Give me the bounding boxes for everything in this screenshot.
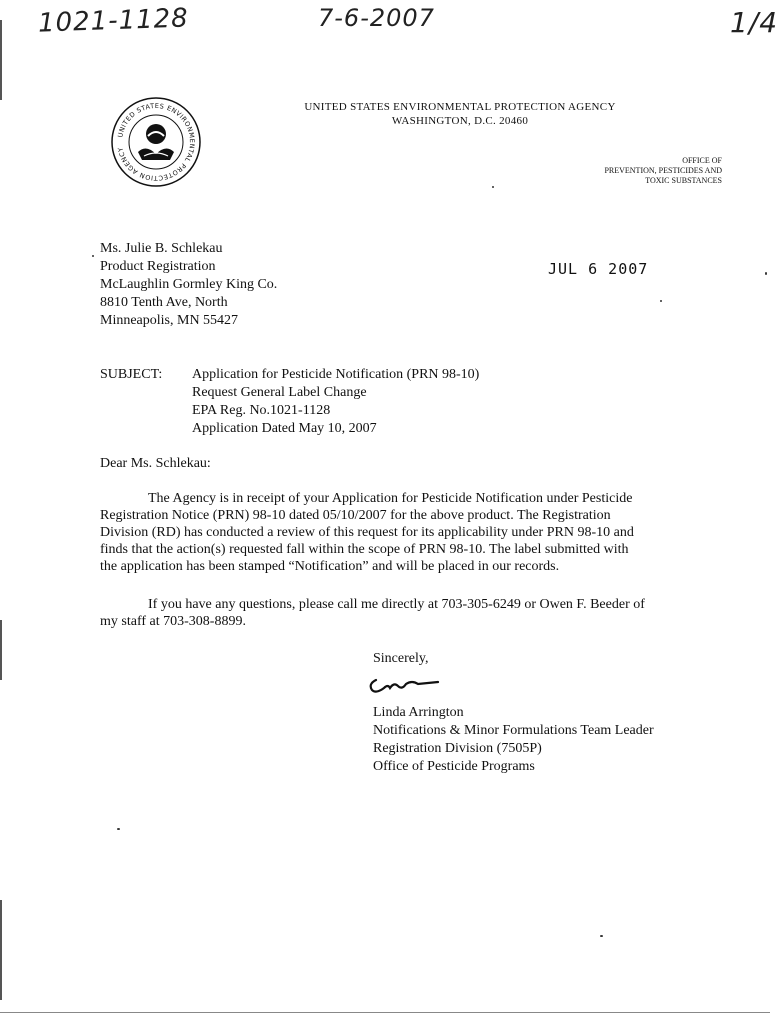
scan-speck bbox=[660, 300, 662, 302]
scan-edge-mark bbox=[0, 620, 2, 680]
salutation: Dear Ms. Schlekau: bbox=[100, 456, 211, 471]
paragraph-line: If you have any questions, please call me directly at 703-305-6249 or Owen F. Beeder of bbox=[148, 597, 645, 612]
scan-speck bbox=[117, 828, 120, 830]
svg-text:UNITED STATES ENVIRONMENTAL PR: UNITED STATES ENVIRONMENTAL PROTECTION AGENCY bbox=[116, 101, 197, 183]
signer-name: Linda Arrington bbox=[373, 705, 464, 720]
scan-edge-mark bbox=[0, 20, 2, 100]
scan-speck bbox=[92, 255, 94, 257]
agency-name: UNITED STATES ENVIRONMENTAL PROTECTION AGENCY bbox=[304, 101, 616, 113]
handwritten-date: 7-6-2007 bbox=[318, 4, 435, 32]
paragraph-line: the application has been stamped “Notification” and will be placed in our records. bbox=[100, 559, 560, 574]
signer-office: Office of Pesticide Programs bbox=[373, 759, 535, 774]
recipient-company: McLaughlin Gormley King Co. bbox=[100, 277, 278, 292]
date-stamp: JUL 6 2007 bbox=[548, 260, 649, 278]
agency-address: WASHINGTON, D.C. 20460 bbox=[391, 115, 529, 127]
office-line: TOXIC SUBSTANCES bbox=[645, 176, 722, 185]
office-line: OFFICE OF bbox=[682, 156, 722, 165]
recipient-street: 8810 Tenth Ave, North bbox=[100, 295, 228, 310]
paragraph-line: The Agency is in receipt of your Application for Pesticide Notification under Pesticide bbox=[148, 491, 633, 506]
handwritten-page-number: 1/4 bbox=[730, 6, 778, 39]
subject-line: Request General Label Change bbox=[192, 385, 367, 400]
handwritten-signature bbox=[366, 672, 442, 696]
closing: Sincerely, bbox=[373, 651, 429, 666]
scan-edge-mark bbox=[0, 900, 2, 1000]
scan-speck bbox=[492, 186, 494, 188]
signer-title: Notifications & Minor Formulations Team Leader bbox=[373, 723, 654, 738]
body-paragraph-1 bbox=[100, 490, 690, 575]
subject-line: Application for Pesticide Notification (PRN 98-10) bbox=[192, 367, 480, 382]
recipient-city: Minneapolis, MN 55427 bbox=[100, 313, 239, 328]
paragraph-line: my staff at 703-308-8899. bbox=[100, 614, 246, 629]
subject-line: EPA Reg. No.1021-1128 bbox=[192, 403, 331, 418]
paragraph-line: Division (RD) has conducted a review of this request for its applicability under PRN 98-10 and bbox=[100, 525, 634, 540]
epa-seal-logo bbox=[110, 96, 202, 188]
body-paragraph-2 bbox=[100, 596, 690, 630]
scan-bottom-edge bbox=[0, 1012, 770, 1013]
subject-label: SUBJECT: bbox=[100, 367, 163, 382]
scan-speck bbox=[600, 935, 603, 937]
office-line: PREVENTION, PESTICIDES AND bbox=[604, 166, 722, 175]
recipient-name: Ms. Julie B. Schlekau bbox=[100, 241, 223, 256]
recipient-department: Product Registration bbox=[100, 259, 216, 274]
handwritten-case-number: 1021-1128 bbox=[37, 3, 190, 39]
subject-line: Application Dated May 10, 2007 bbox=[192, 421, 377, 436]
paragraph-line: Registration Notice (PRN) 98-10 dated 05/10/2007 for the above product. The Registration bbox=[100, 508, 611, 523]
signer-division: Registration Division (7505P) bbox=[373, 741, 542, 756]
scan-speck bbox=[765, 272, 767, 275]
paragraph-line: finds that the action(s) requested fall within the scope of PRN 98-10. The label submitted with bbox=[100, 542, 629, 557]
